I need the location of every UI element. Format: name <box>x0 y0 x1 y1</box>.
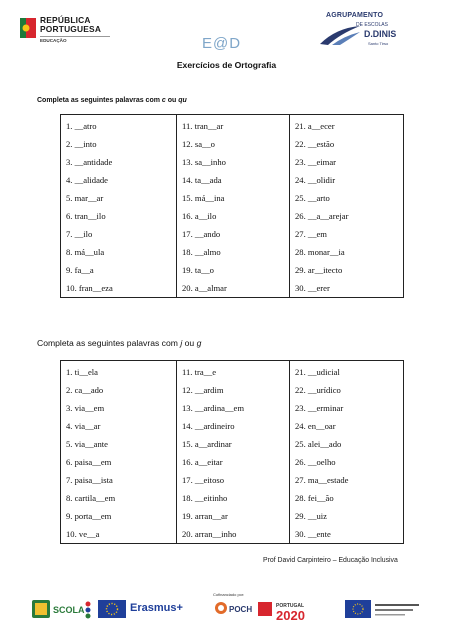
list-item: 25. alei__ado <box>295 439 342 449</box>
list-item: 4. via__ar <box>66 421 101 431</box>
list-item: 5. mar__ar <box>66 193 104 203</box>
list-item: 20. a__almar <box>182 283 227 293</box>
list-item: 1. __atro <box>66 121 97 131</box>
page-title: Exercícios de Ortografia <box>176 60 277 70</box>
poch-logo <box>213 598 253 618</box>
list-item: 26. __oelho <box>295 457 336 467</box>
list-item: 30. __ente <box>295 529 331 539</box>
list-item: 29. __uiz <box>295 511 327 521</box>
list-item: 26. __a__arejar <box>295 211 349 221</box>
list-item: 12. sa__o <box>182 139 215 149</box>
list-item: 2. __into <box>66 139 97 149</box>
educacao-label: EDUCAÇÃO <box>40 38 67 43</box>
republica-text: REPÚBLICA PORTUGUESA <box>40 15 102 34</box>
list-item: 22. __estão <box>295 139 335 149</box>
table-column <box>290 115 404 298</box>
list-item: 16. a__eitar <box>182 457 223 467</box>
eu-fund-logo <box>345 600 423 618</box>
portugal-flag-icon <box>20 18 36 38</box>
list-item: 7. __ilo <box>66 229 93 239</box>
funding-footer <box>0 588 453 640</box>
list-item: 7. paisa__ista <box>66 475 113 485</box>
table-column <box>61 115 177 298</box>
list-item: 12. __ardim <box>182 385 224 395</box>
exercise-table-j-g <box>60 360 404 544</box>
list-item: 13. sa__inho <box>182 157 226 167</box>
list-item: 11. tran__ar <box>182 121 224 131</box>
table-column <box>177 361 290 544</box>
eu-flag-icon <box>98 600 126 618</box>
section1-instruction: Completa as seguintes palavras com c ou qu <box>37 97 187 104</box>
list-item: 3. via__em <box>66 403 105 413</box>
list-item: 1. ti__ela <box>66 367 98 377</box>
list-item: 28. fei__ão <box>295 493 334 503</box>
list-item: 29. ar__itecto <box>295 265 343 275</box>
list-item: 10. ve__a <box>66 529 100 539</box>
list-item: 27. __em <box>295 229 327 239</box>
list-item: 13. __ardina__em <box>182 403 245 413</box>
list-item: 10. fran__eza <box>66 283 113 293</box>
cofinanciado-label: Cofinanciado por: <box>213 592 245 597</box>
list-item: 16. a__ilo <box>182 211 217 221</box>
section2-instruction: Completa as seguintes palavras com j ou g <box>37 338 202 348</box>
list-item: 24. en__oar <box>295 421 336 431</box>
list-item: 11. tra__e <box>182 367 217 377</box>
ead-label: E@D <box>202 35 242 52</box>
list-item: 27. ma__estade <box>295 475 349 485</box>
list-item: 6. paisa__em <box>66 457 112 467</box>
list-item: 21. __udicial <box>295 367 340 377</box>
logo-divider <box>40 36 110 37</box>
list-item: 25. __arto <box>295 193 330 203</box>
list-item: 28. monar__ia <box>295 247 345 257</box>
list-item: 19. arran__ar <box>182 511 228 521</box>
agrupamento-logo: AGRUPAMENTO DE ESCOLAS D.DINIS Santo Tirso <box>318 10 433 50</box>
table-column <box>177 115 290 298</box>
escola-text: SCOLA <box>53 605 85 615</box>
list-item: 20. arran__inho <box>182 529 237 539</box>
list-item: 18. __almo <box>182 247 221 257</box>
escola-logo <box>32 598 94 620</box>
exercise-table-c-qu <box>60 114 404 298</box>
list-item: 17. __eitoso <box>182 475 225 485</box>
list-item: 30. __erer <box>295 283 330 293</box>
portugal-2020-logo <box>258 598 336 622</box>
list-item: 8. cartila__em <box>66 493 116 503</box>
list-item: 5. via__ante <box>66 439 108 449</box>
list-item: 19. ta__o <box>182 265 214 275</box>
list-item: 14. __ardineiro <box>182 421 235 431</box>
list-item: 24. __olidir <box>295 175 336 185</box>
list-item: 8. má__ula <box>66 247 105 257</box>
list-item: 15. má__ina <box>182 193 225 203</box>
list-item: 6. tran__ilo <box>66 211 106 221</box>
svg-text:POCH: POCH <box>229 605 253 614</box>
list-item: 2. ca__ado <box>66 385 104 395</box>
erasmus-label: Erasmus+ <box>130 602 183 614</box>
author-credit: Prof David Carpinteiro – Educação Inclusiva <box>263 557 398 564</box>
list-item: 9. fa__a <box>66 265 94 275</box>
list-item: 22. __urídico <box>295 385 341 395</box>
page-header <box>0 0 453 60</box>
list-item: 18. __eitinho <box>182 493 228 503</box>
republica-portuguesa-logo <box>20 16 140 52</box>
list-item: 9. porta__em <box>66 511 112 521</box>
table-column <box>290 361 404 544</box>
list-item: 15. a__ardinar <box>182 439 232 449</box>
list-item: 23. __erminar <box>295 403 344 413</box>
list-item: 23. __eimar <box>295 157 337 167</box>
list-item: 14. ta__ada <box>182 175 222 185</box>
svg-text:PORTUGAL: PORTUGAL <box>276 603 305 609</box>
svg-text:2020: 2020 <box>276 608 305 622</box>
list-item: 3. __antidade <box>66 157 113 167</box>
list-item: 4. __alidade <box>66 175 108 185</box>
list-item: 21. a__ecer <box>295 121 335 131</box>
table-column <box>61 361 177 544</box>
list-item: 17. __ando <box>182 229 221 239</box>
